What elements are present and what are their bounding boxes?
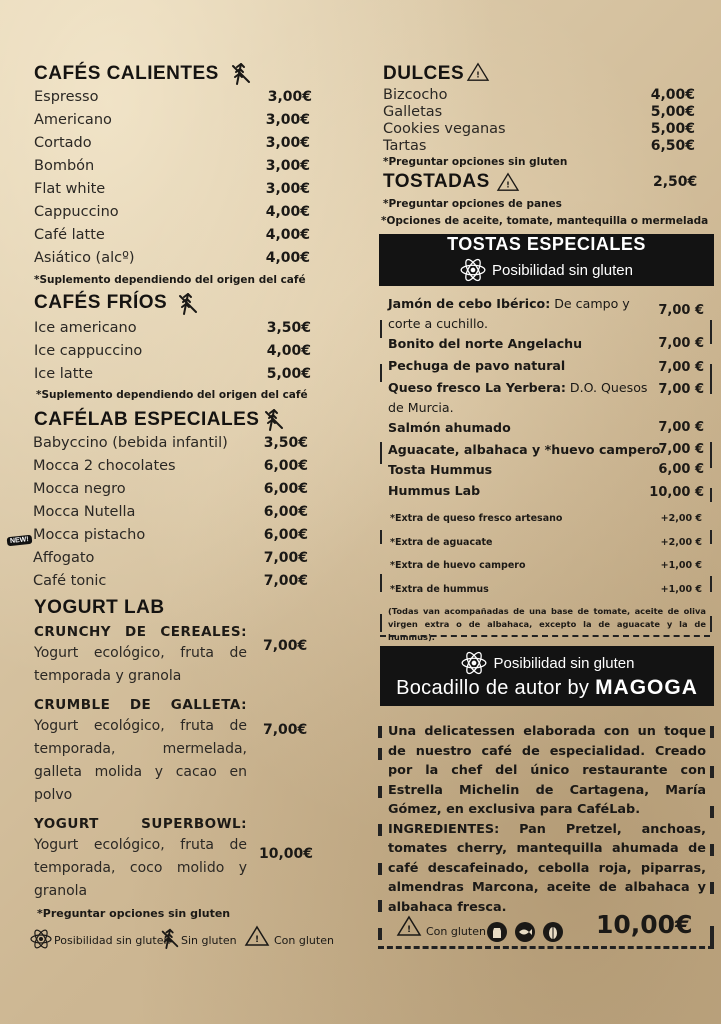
menu-item — [33, 527, 308, 550]
item-name: Ice latte — [34, 366, 93, 382]
menu-item — [33, 504, 308, 527]
menu-item — [34, 227, 310, 250]
magoga-brand: MAGOGA — [595, 676, 698, 699]
tosta-item — [388, 483, 480, 498]
item-name: Americano — [34, 112, 112, 128]
frame-bar — [378, 748, 382, 760]
extra-item: *Extra de aguacate — [390, 537, 493, 548]
cafes-frios-list — [34, 320, 311, 386]
frame-bar — [380, 364, 382, 382]
tostadas-note-opciones: *Opciones de aceite, tomate, mantequilla o mermelada — [381, 215, 709, 227]
menu-item — [33, 550, 308, 573]
menu-item — [383, 104, 695, 121]
item-name: Café latte — [34, 227, 105, 243]
yogurt-item — [34, 624, 247, 688]
tosta-price: 7,00 € — [658, 336, 704, 351]
item-price: 4,00€ — [266, 343, 311, 359]
suplemento-note: *Suplemento dependiendo del origen del café — [36, 389, 308, 401]
tosta-name: Aguacate, albahaca y *huevo campero — [388, 442, 661, 457]
frame-bar — [380, 442, 382, 464]
cafelab-especiales-title: CAFÉLAB ESPECIALES — [34, 409, 260, 430]
item-name: Affogato — [33, 550, 95, 566]
bocadillo-subtitle-row — [380, 650, 714, 676]
menu-item — [383, 138, 695, 155]
bocadillo-con-gluten: Con gluten — [426, 925, 486, 938]
frame-bar — [710, 882, 714, 894]
tostas-title: TOSTAS ESPECIALES — [447, 234, 646, 254]
menu-item — [33, 435, 308, 458]
tosta-price: 7,00 € — [658, 382, 704, 397]
tostas-box — [380, 292, 712, 642]
bocadillo-box — [378, 720, 716, 950]
menu-item — [34, 343, 311, 366]
item-name: Galletas — [383, 104, 443, 120]
tosta-price: 7,00 € — [658, 303, 704, 318]
tosta-name: Hummus Lab — [388, 483, 481, 498]
tostadas-price: 2,50€ — [653, 174, 698, 190]
tostadas-note-panes: *Preguntar opciones de panes — [383, 198, 562, 210]
frame-bar — [710, 844, 714, 856]
con-gluten-icon — [496, 172, 520, 192]
item-name: Mocca pistacho — [33, 527, 146, 543]
menu-item — [33, 458, 308, 481]
frame-bar — [380, 530, 382, 544]
yogurt-desc: Yogurt ecológico, fruta de temporada y granola — [34, 645, 247, 684]
yogurt-name: CRUMBLE DE GALLETA: — [34, 697, 247, 713]
frame-bar — [378, 928, 382, 940]
dulces-note: *Preguntar opciones sin gluten — [383, 156, 568, 168]
yogurt-name: CRUNCHY DE CEREALES: — [34, 624, 247, 640]
frame-bar — [378, 726, 382, 738]
yogurt-price: 7,00€ — [263, 638, 308, 654]
extra-price: +2,00 € — [660, 537, 702, 548]
tosta-name: Bonito del norte Angelachu — [388, 336, 583, 351]
item-price: 3,00€ — [265, 181, 310, 197]
extra-price: +1,00 € — [660, 584, 702, 595]
tosta-name: Pechuga de pavo natural — [388, 358, 566, 373]
yogurt-desc: Yogurt ecológico, fruta de temporada, coco molido y granola — [34, 837, 247, 899]
yogurt-item — [34, 816, 247, 903]
item-name: Ice americano — [34, 320, 137, 336]
item-price: 3,50€ — [263, 435, 308, 451]
tosta-desc: D.O. Quesos — [565, 380, 648, 395]
tosta-item — [388, 358, 565, 373]
legend-posibilidad: Posibilidad sin gluten — [54, 934, 171, 947]
tosta-desc-line2: corte a cuchillo. — [388, 316, 489, 331]
item-price: 4,00€ — [265, 204, 310, 220]
item-price: 7,00€ — [263, 573, 308, 589]
item-price: 4,00€ — [265, 250, 310, 266]
menu-item — [34, 320, 311, 343]
yogurt-item — [34, 697, 247, 807]
item-name: Cappuccino — [34, 204, 119, 220]
posibilidad-sin-gluten-icon — [30, 928, 52, 950]
con-gluten-icon — [466, 62, 490, 82]
bocadillo-text — [388, 722, 706, 917]
tosta-name: Tosta Hummus — [388, 462, 493, 477]
frame-bar — [710, 766, 714, 778]
menu-item — [34, 158, 310, 181]
menu-item — [34, 135, 310, 158]
yogurt-name: YOGURT SUPERBOWL: — [34, 816, 247, 832]
posibilidad-sin-gluten-icon — [460, 650, 488, 676]
yogurt-price: 10,00€ — [259, 846, 314, 862]
tosta-item — [388, 336, 582, 351]
frame-bottom — [378, 946, 714, 949]
tosta-desc-line2: de Murcia. — [388, 400, 454, 415]
svg-text:!: ! — [476, 69, 480, 80]
new-badge: NEW! — [7, 535, 32, 547]
item-name: Asiático (alcº) — [34, 250, 135, 266]
item-name: Mocca negro — [33, 481, 126, 497]
extra-price: +2,00 € — [660, 513, 702, 524]
item-price: 6,00€ — [263, 527, 308, 543]
frame-bar — [710, 926, 714, 946]
frame-bar — [710, 806, 714, 818]
fish-allergen-icon — [514, 921, 536, 943]
svg-text:!: ! — [406, 925, 412, 935]
svg-text:!: ! — [506, 179, 510, 190]
item-price: 6,00€ — [263, 458, 308, 474]
tosta-price: 6,00 € — [658, 462, 704, 477]
menu-item — [34, 250, 310, 270]
menu-item — [34, 89, 310, 112]
frame-bottom — [380, 635, 710, 637]
tosta-item — [388, 420, 511, 435]
tosta-name: Jamón de cebo Ibérico: — [388, 296, 551, 311]
menu-item — [34, 181, 310, 204]
extra-item: *Extra de hummus — [390, 584, 489, 595]
item-price: 3,00€ — [265, 112, 310, 128]
item-price: 3,00€ — [267, 89, 312, 105]
bocadillo-title — [380, 676, 714, 700]
menu-item — [383, 87, 695, 104]
frame-bar — [378, 824, 382, 836]
tosta-price: 7,00 € — [658, 442, 704, 457]
frame-bar — [710, 442, 712, 468]
con-gluten-icon — [244, 925, 270, 947]
item-price: 3,00€ — [265, 135, 310, 151]
yogurt-desc: Yogurt ecológico, fruta de temporada, mermelada, galleta molida y cacao en polvo — [34, 718, 247, 803]
tostas-list — [388, 294, 712, 642]
tosta-desc: De campo y — [550, 296, 630, 311]
sin-gluten-icon — [229, 60, 253, 86]
bocadillo-ingredients: INGREDIENTES: Pan Pretzel, anchoas, tomates cherry, mantequilla ahumada de café descafeinado, cebolla roja, piparras, almendras Marcona, aceite de albahaca y albahaca fresca. — [388, 821, 706, 915]
bocadillo-header — [380, 646, 714, 706]
item-price: 4,00€ — [650, 87, 695, 103]
legend-con-gluten: Con gluten — [274, 934, 334, 947]
menu-item — [383, 121, 695, 138]
tosta-price: 7,00 € — [658, 360, 704, 375]
item-name: Flat white — [34, 181, 106, 197]
tosta-name: Queso fresco La Yerbera: — [388, 380, 566, 395]
item-price: 5,00€ — [266, 366, 311, 382]
item-name: Bombón — [34, 158, 95, 174]
item-name: Babyccino (bebida infantil) — [33, 435, 228, 451]
tosta-name: Salmón ahumado — [388, 420, 511, 435]
frame-bar — [378, 900, 382, 912]
frame-bar — [378, 863, 382, 875]
tostadas-title: TOSTADAS — [383, 171, 490, 192]
frame-bar — [710, 364, 712, 394]
frame-bar — [710, 616, 712, 632]
item-price: 3,50€ — [266, 320, 311, 336]
con-gluten-icon — [396, 915, 422, 937]
sin-gluten-icon — [176, 290, 200, 316]
nuts-allergen-icon — [542, 921, 564, 943]
item-price: 6,00€ — [263, 481, 308, 497]
menu-item — [33, 573, 308, 596]
item-price: 5,00€ — [650, 121, 695, 137]
dulces-list — [383, 87, 695, 155]
menu-item — [34, 204, 310, 227]
menu-item — [34, 112, 310, 135]
bocadillo-description: Una delicatessen elaborada con un toque de nuestro café de especialidad. Creado por la chef del único restaurante con Estrella Michelin de Cartagena, María Gómez, en exclusiva para CaféLab. — [388, 724, 706, 817]
frame-bar — [710, 726, 714, 738]
frame-bar — [710, 488, 712, 502]
svg-text:!: ! — [254, 935, 260, 945]
extra-item: *Extra de queso fresco artesano — [390, 513, 563, 524]
yogurt-price: 7,00€ — [263, 722, 308, 738]
tostas-footnote: (Todas van acompañadas de una base de tomate, aceite de oliva virgen extra o de albahaca, excepto la de aguacate y la de hummus). — [388, 606, 706, 642]
extra-price: +1,00 € — [660, 560, 702, 571]
extra-item: *Extra de huevo campero — [390, 560, 526, 571]
yogurt-lab-title: YOGURT LAB — [34, 597, 165, 618]
item-price: 5,00€ — [650, 104, 695, 120]
item-name: Mocca 2 chocolates — [33, 458, 176, 474]
item-price: 7,00€ — [263, 550, 308, 566]
tosta-item — [388, 294, 648, 334]
tostas-subtitle: Posibilidad sin gluten — [492, 261, 633, 279]
sin-gluten-icon — [262, 406, 286, 432]
bocadillo-price: 10,00€ — [596, 910, 693, 939]
tostas-header — [379, 234, 714, 286]
frame-bar — [710, 320, 712, 344]
dulces-title: DULCES — [383, 63, 465, 84]
suplemento-note: *Suplemento dependiendo del origen del café — [34, 274, 306, 286]
posibilidad-sin-gluten-icon — [460, 257, 486, 283]
tosta-item — [388, 378, 658, 418]
legend-sin-gluten: Sin gluten — [181, 934, 237, 947]
especiales-list — [33, 435, 308, 596]
item-name: Tartas — [383, 138, 427, 154]
tosta-price: 10,00 € — [649, 485, 704, 500]
item-price: 3,00€ — [265, 158, 310, 174]
menu-item — [33, 481, 308, 504]
item-name: Mocca Nutella — [33, 504, 136, 520]
item-name: Espresso — [34, 89, 99, 105]
item-price: 4,00€ — [265, 227, 310, 243]
cafes-frios-title: CAFÉS FRÍOS — [34, 292, 168, 313]
frame-bar — [378, 786, 382, 798]
milk-allergen-icon — [486, 921, 508, 943]
sin-gluten-icon — [159, 926, 181, 950]
item-name: Cookies veganas — [383, 121, 506, 137]
item-name: Ice cappuccino — [34, 343, 143, 359]
item-name: Cortado — [34, 135, 92, 151]
item-price: 6,00€ — [263, 504, 308, 520]
menu-item — [34, 366, 311, 386]
yogurt-note: *Preguntar opciones sin gluten — [37, 907, 231, 920]
tosta-price: 7,00 € — [658, 420, 704, 435]
frame-bar — [380, 320, 382, 338]
cafes-calientes-title: CAFÉS CALIENTES — [34, 63, 219, 84]
cafes-calientes-list — [34, 89, 310, 270]
tosta-item — [388, 462, 492, 477]
tostas-subtitle-row — [379, 257, 714, 283]
item-name: Café tonic — [33, 573, 107, 589]
frame-bar — [710, 530, 712, 544]
frame-bar — [710, 576, 712, 592]
bocadillo-title-light: Bocadillo de autor by — [396, 677, 596, 699]
item-price: 6,50€ — [650, 138, 695, 154]
frame-bar — [380, 614, 382, 632]
frame-bar — [380, 574, 382, 592]
item-name: Bizcocho — [383, 87, 448, 103]
bocadillo-subtitle: Posibilidad sin gluten — [493, 654, 635, 672]
tosta-item — [388, 442, 660, 457]
